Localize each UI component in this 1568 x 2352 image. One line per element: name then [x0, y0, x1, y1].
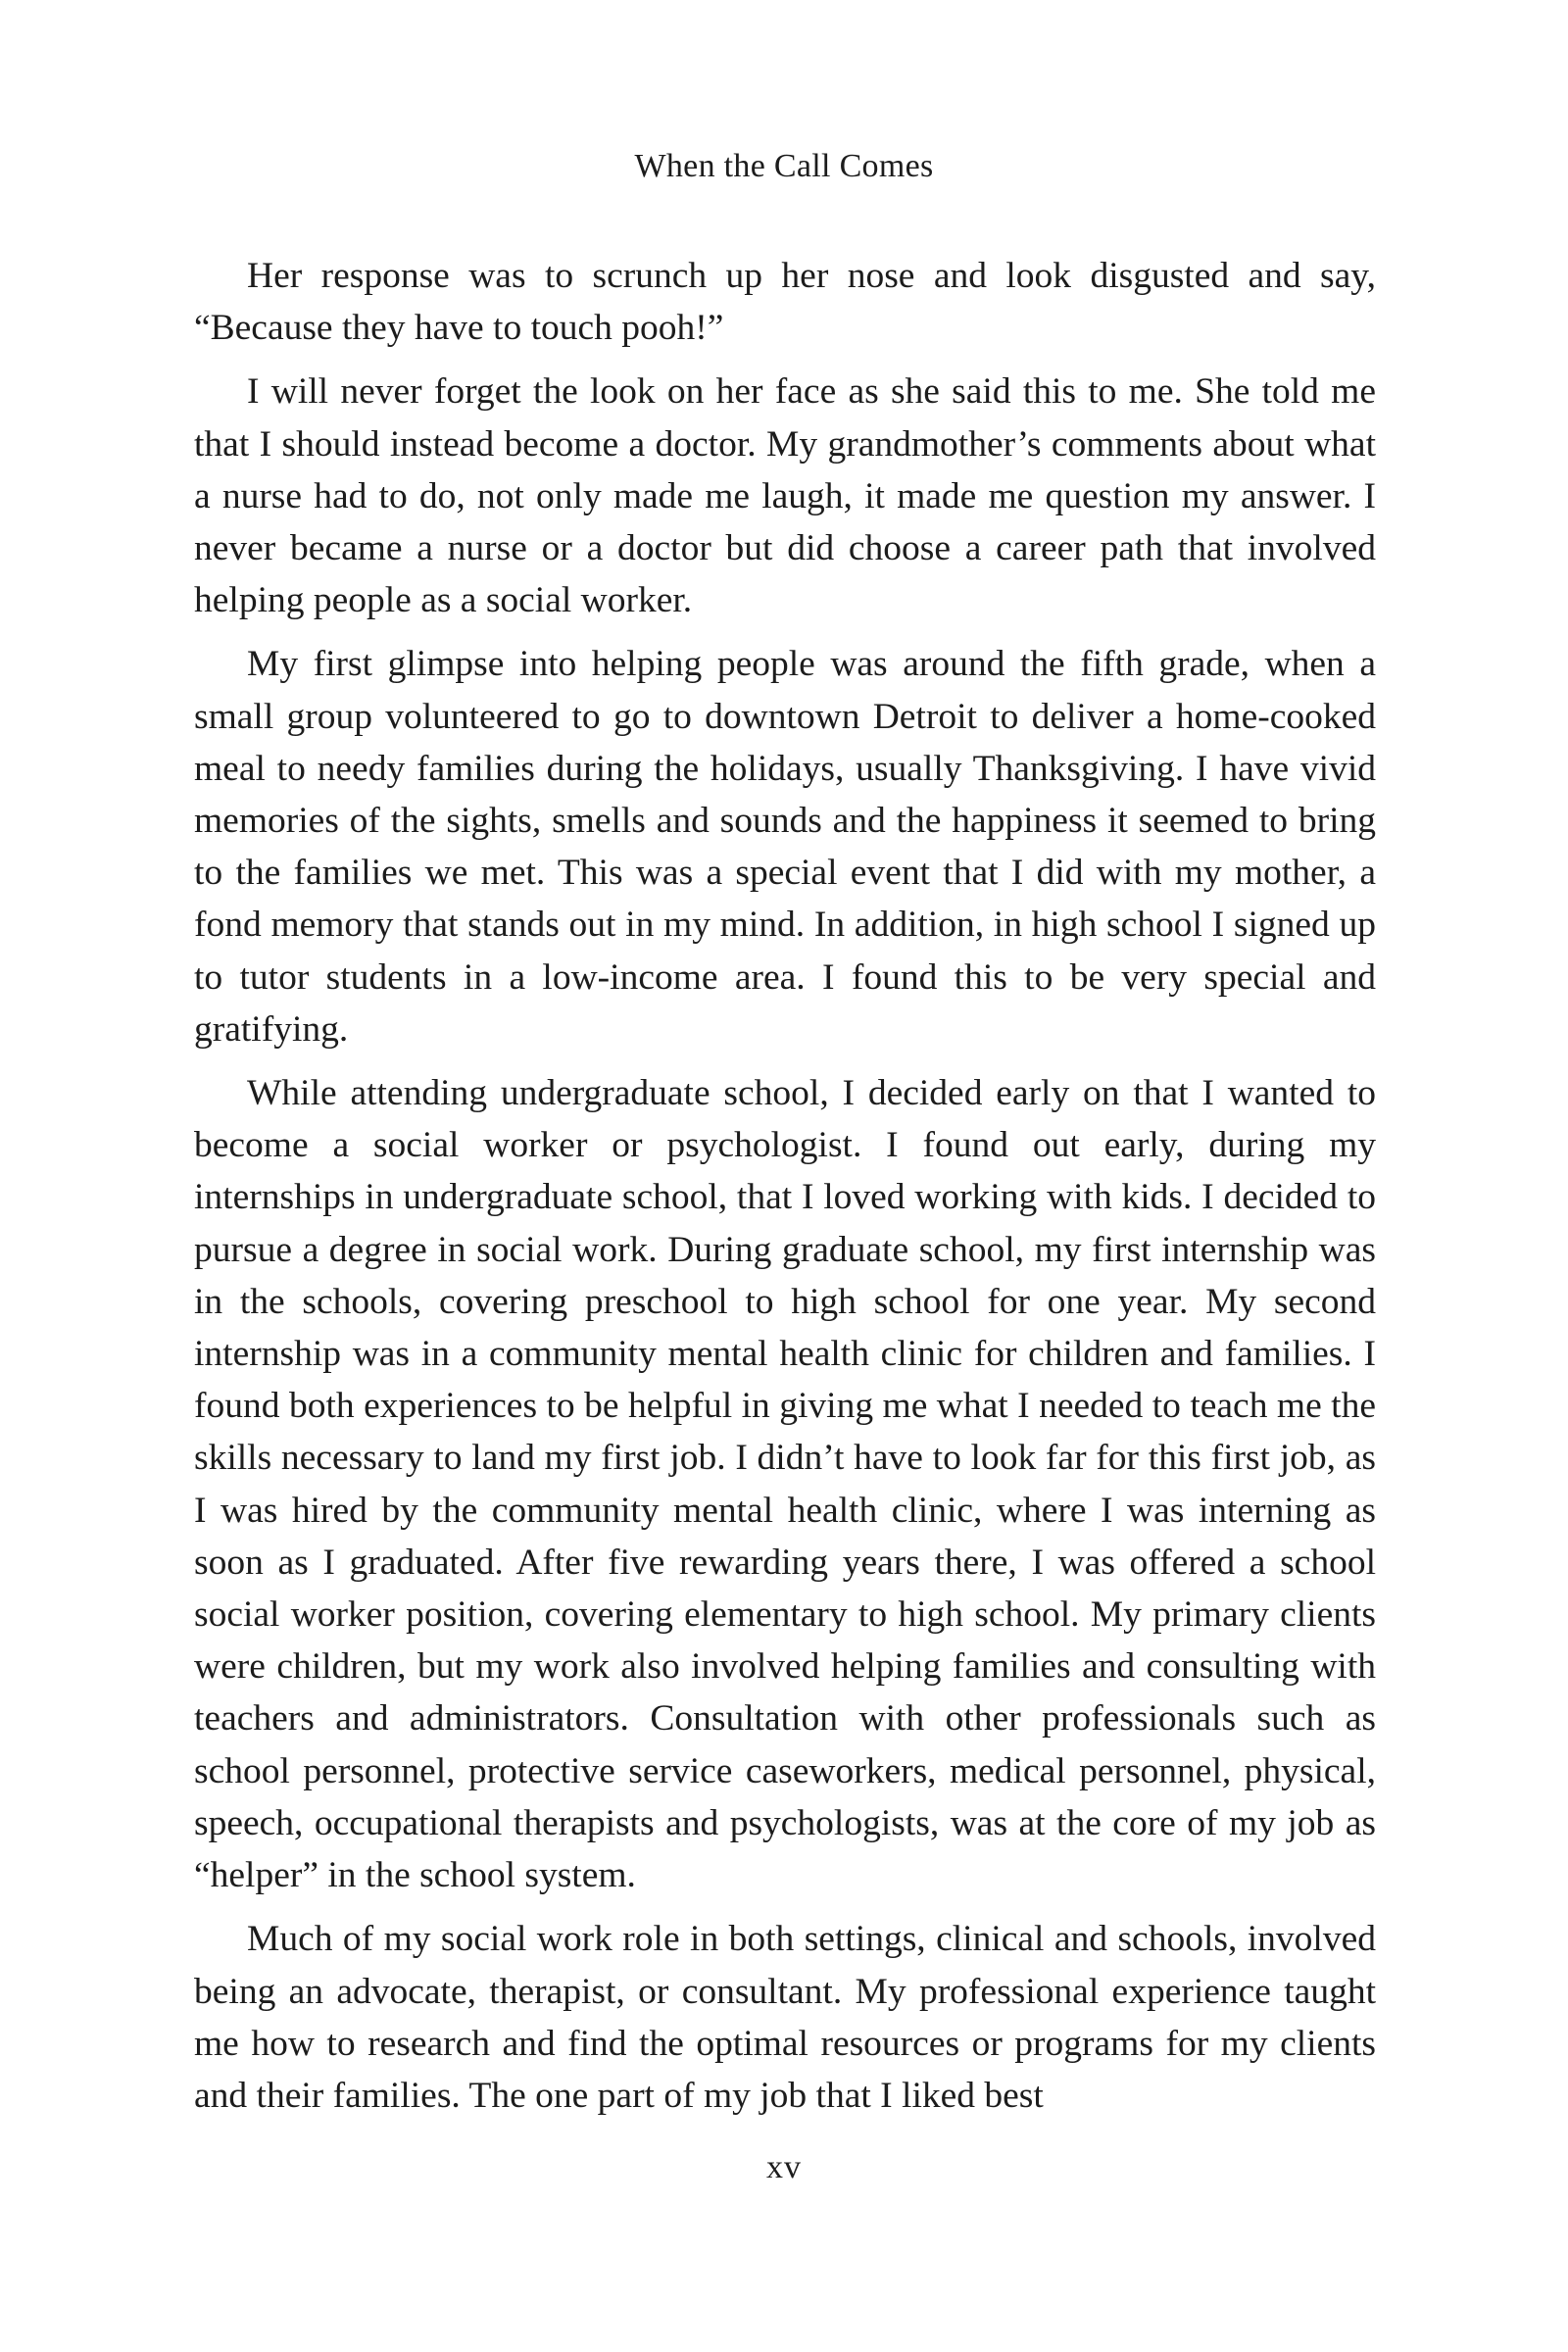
running-head: When the Call Comes [634, 148, 934, 184]
paragraph: Her response was to scrunch up her nose and look disgusted and say, “Because they have to touch pooh!” [194, 256, 1376, 349]
paragraph: I will never forget the look on her face as she said this to me. She told me that I should instead become a doctor. My grandmother’s comments about what a nurse had to do, not only made me laugh, it made me question my answer. I never became a nurse or a doctor but did choose a career path that involved helping people as a social worker. [194, 371, 1376, 621]
paragraph: My first glimpse into helping people was around the fifth grade, when a small group volunteered to go to downtown Detroit to deliver a home-cooked meal to needy families during the holidays, usually Thanksgiving. I have vivid memories of the sights, smells and sounds and the happiness it seemed to bring to the families we met. This was a special event that I did with my mother, a fond memory that stands out in my mind. In addition, in high school I signed up to tutor students in a low-income area. I found this to be very special and gratifying. [194, 644, 1376, 1050]
paragraph: While attending undergraduate school, I decided early on that I wanted to become a social worker or psychologist. I found out early, during my internships in undergraduate school, that I loved working with kids. I decided to pursue a degree in social work. During graduate school, my first internship was in the schools, covering preschool to high school for one year. My second internship was in a community mental health clinic for children and families. I found both experiences to be helpful in giving me what I needed to teach me the skills necessary to land my first job. I didn’t have to look far for this first job, as I was hired by the community mental health clinic, where I was interning as soon as I graduated. After five rewarding years there, I was offered a school social worker position, covering elementary to high school. My primary clients were children, but my work also involved helping families and consulting with teachers and administrators. Consultation with other professionals such as school personnel, protective service caseworkers, medical personnel, physical, speech, occupational therapists and psychologists, was at the core of my job as “helper” in the school system. [194, 1073, 1376, 1896]
paragraph: Much of my social work role in both settings, clinical and schools, involved being an advocate, therapist, or consultant. My professional experience taught me how to research and find the optimal resources or programs for my clients and their families. The one part of my job that I liked best [194, 1919, 1376, 2116]
body-text [194, 250, 1376, 2122]
page-number: xv [766, 2149, 802, 2185]
